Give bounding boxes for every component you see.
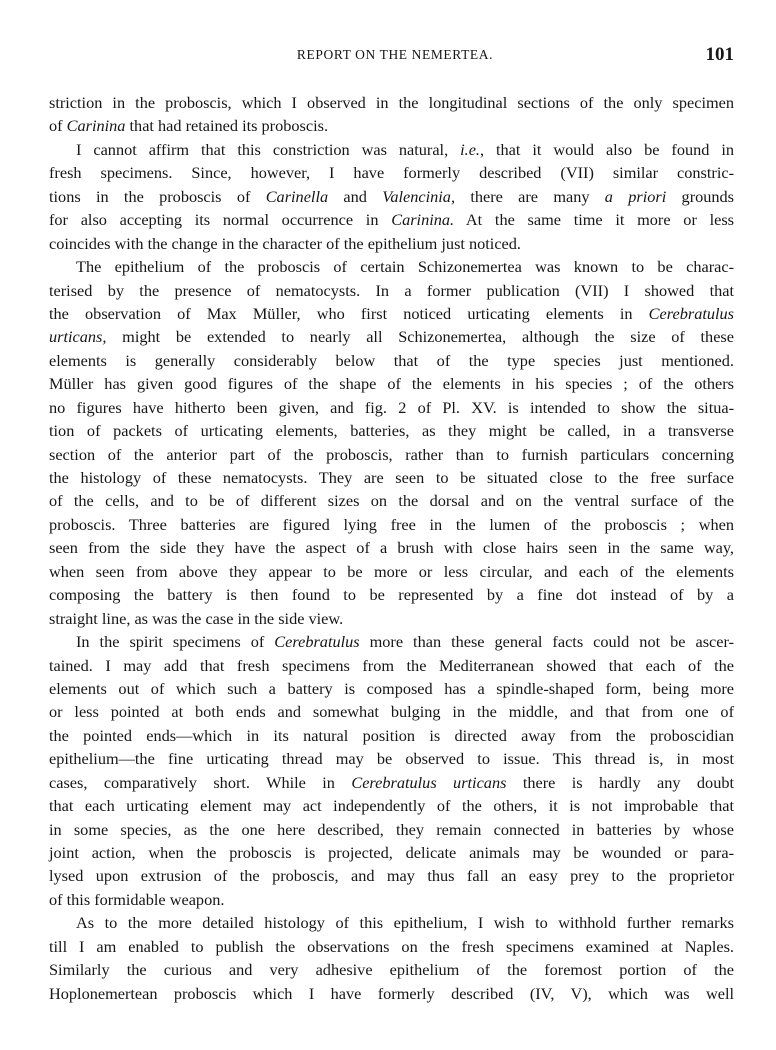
text-segment: for also accepting its normal occurrence in bbox=[49, 210, 392, 230]
text-line bbox=[49, 489, 734, 512]
text-segment: I cannot affirm that this constriction was natural, bbox=[76, 139, 461, 159]
text-line bbox=[49, 607, 734, 630]
text-segment: the histology of these nematocysts. They are seen to be situated close to the free surface bbox=[49, 468, 734, 487]
text-line bbox=[49, 560, 734, 583]
text-segment: fresh specimens. Since, however, I have formerly described (VII) similar constric- bbox=[49, 163, 734, 183]
body-text bbox=[49, 91, 734, 1005]
text-line bbox=[49, 958, 734, 981]
text-line bbox=[49, 208, 734, 231]
text-line bbox=[49, 982, 734, 1005]
text-segment: Similarly the curious and very adhesive epithelium of the foremost portion of the bbox=[49, 960, 734, 980]
running-head bbox=[0, 44, 776, 68]
text-segment: there is hardly any doubt bbox=[506, 772, 734, 792]
text-segment: of this formidable weapon. bbox=[49, 889, 225, 909]
text-line bbox=[49, 747, 734, 770]
text-line bbox=[49, 114, 734, 137]
text-line bbox=[49, 161, 734, 184]
text-line bbox=[49, 302, 734, 325]
text-segment: As to the more detailed histology of this epithelium, I wish to withhold further remarks bbox=[76, 913, 734, 933]
text-segment: or less pointed at both ends and somewhat bulging in the middle, and that from one of bbox=[49, 702, 734, 722]
text-line bbox=[49, 185, 734, 208]
text-segment: straight line, as was the case in the side view. bbox=[49, 608, 344, 628]
text-segment: elements is generally considerably below that of the type species just mentioned. bbox=[49, 350, 734, 370]
text-line bbox=[49, 349, 734, 372]
text-segment: till I am enabled to publish the observations on the fresh specimens examined at Naples. bbox=[49, 936, 734, 956]
text-segment: when seen from above they appear to be more or less circular, and each of the elements bbox=[49, 561, 734, 581]
text-line bbox=[49, 935, 734, 958]
running-head-title: REPORT ON THE NEMERTEA. bbox=[296, 47, 494, 62]
text-line bbox=[49, 513, 734, 536]
text-line bbox=[49, 864, 734, 887]
italic-text: Cerebratulus bbox=[274, 632, 360, 652]
text-segment: the observation of Max Müller, who first noticed urticating elements in bbox=[49, 303, 649, 323]
italic-text: a priori bbox=[604, 186, 667, 206]
text-segment: Hoplonemertean proboscis which I have formerly described (IV, V), which was well bbox=[49, 983, 734, 1003]
text-line bbox=[49, 583, 734, 606]
text-line bbox=[49, 372, 734, 395]
text-segment: coincides with the change in the character of the epithelium just noticed. bbox=[49, 233, 521, 253]
text-segment: might be extended to nearly all Schizonemertea, although the size of these bbox=[106, 327, 734, 347]
text-segment: proboscis. Three batteries are figured lying free in the lumen of the proboscis ; when bbox=[49, 514, 734, 534]
text-line bbox=[49, 677, 734, 700]
text-line bbox=[49, 279, 734, 302]
text-line bbox=[49, 794, 734, 817]
italic-text: Carinina bbox=[66, 116, 126, 136]
text-line bbox=[49, 630, 734, 653]
text-line bbox=[49, 255, 734, 278]
text-segment: cases, comparatively short. While in bbox=[49, 772, 352, 792]
text-segment: that each urticating element may act independently of the others, it is not improbable that bbox=[49, 796, 734, 816]
italic-text: Carinina. bbox=[391, 210, 455, 230]
text-segment: of the cells, and to be of different sizes on the dorsal and on the ventral surface of the bbox=[49, 491, 734, 511]
text-segment: in some species, as the one here described, they remain connected in batteries by whose bbox=[49, 819, 734, 839]
page-number: 101 bbox=[705, 44, 734, 65]
text-segment: no figures have hitherto been given, and fig. 2 of Pl. XV. is intended to show the situa- bbox=[49, 397, 734, 417]
text-line bbox=[49, 396, 734, 419]
text-line bbox=[49, 888, 734, 911]
text-segment: grounds bbox=[666, 186, 735, 206]
text-segment: composing the battery is then found to be represented by a fine dot instead of by a bbox=[49, 585, 734, 605]
text-line bbox=[49, 419, 734, 442]
italic-text: i.e. bbox=[460, 139, 480, 159]
text-segment: more than these general facts could not be ascer- bbox=[359, 632, 735, 652]
text-segment: epithelium—the fine urticating thread may be observed to issue. This thread is, in most bbox=[49, 749, 734, 769]
text-segment: section of the anterior part of the proboscis, rather than to furnish particulars concerning bbox=[49, 444, 734, 464]
text-line bbox=[49, 654, 734, 677]
text-line bbox=[49, 443, 734, 466]
italic-text: Cerebratulus urticans bbox=[351, 772, 507, 792]
text-line bbox=[49, 138, 734, 161]
text-segment: there are many bbox=[455, 186, 605, 206]
text-segment: terised by the presence of nematocysts. In a former publication (VII) I showed that bbox=[49, 280, 734, 300]
text-segment: The epithelium of the proboscis of certain Schizonemertea was known to be charac- bbox=[76, 257, 734, 277]
text-line bbox=[49, 325, 734, 348]
italic-text: Carinella bbox=[265, 186, 329, 206]
text-line bbox=[49, 911, 734, 934]
italic-text: Valencinia, bbox=[382, 186, 456, 206]
text-line bbox=[49, 724, 734, 747]
text-segment: tained. I may add that fresh specimens from the Mediterranean showed that each of the bbox=[49, 655, 734, 675]
text-segment: that had retained its proboscis. bbox=[125, 116, 329, 136]
text-line bbox=[49, 818, 734, 841]
text-line bbox=[49, 536, 734, 559]
text-segment: tion of packets of urticating elements, batteries, as they might be called, in a transverse bbox=[49, 421, 734, 441]
text-segment: seen from the side they have the aspect of a brush with close hairs seen in the same way, bbox=[49, 538, 734, 558]
text-line bbox=[49, 841, 734, 864]
text-segment: tions in the proboscis of bbox=[49, 186, 266, 206]
text-segment: lysed upon extrusion of the proboscis, and may thus fall an easy prey to the proprietor bbox=[49, 866, 734, 886]
text-line bbox=[49, 466, 734, 489]
text-line bbox=[49, 232, 734, 255]
text-segment: of bbox=[49, 116, 67, 136]
text-segment: the pointed ends—which in its natural position is directed away from the proboscidian bbox=[49, 725, 734, 745]
text-segment: , that it would also be found in bbox=[479, 139, 735, 159]
text-line bbox=[49, 771, 734, 794]
text-segment: Müller has given good figures of the shape of the elements in his species ; of the others bbox=[49, 374, 734, 394]
text-line bbox=[49, 700, 734, 723]
text-segment: joint action, when the proboscis is projected, delicate animals may be wounded or para- bbox=[49, 843, 734, 862]
text-segment: elements out of which such a battery is composed has a spindle-shaped form, being more bbox=[49, 678, 734, 698]
text-segment: At the same time it more or less bbox=[454, 210, 735, 230]
text-line bbox=[49, 91, 734, 114]
text-segment: and bbox=[328, 186, 383, 206]
italic-text: urticans, bbox=[49, 327, 107, 347]
italic-text: Cerebratulus bbox=[648, 303, 734, 323]
text-segment: striction in the proboscis, which I observed in the longitudinal sections of the only specimen bbox=[49, 93, 734, 112]
text-segment: In the spirit specimens of bbox=[76, 632, 275, 652]
